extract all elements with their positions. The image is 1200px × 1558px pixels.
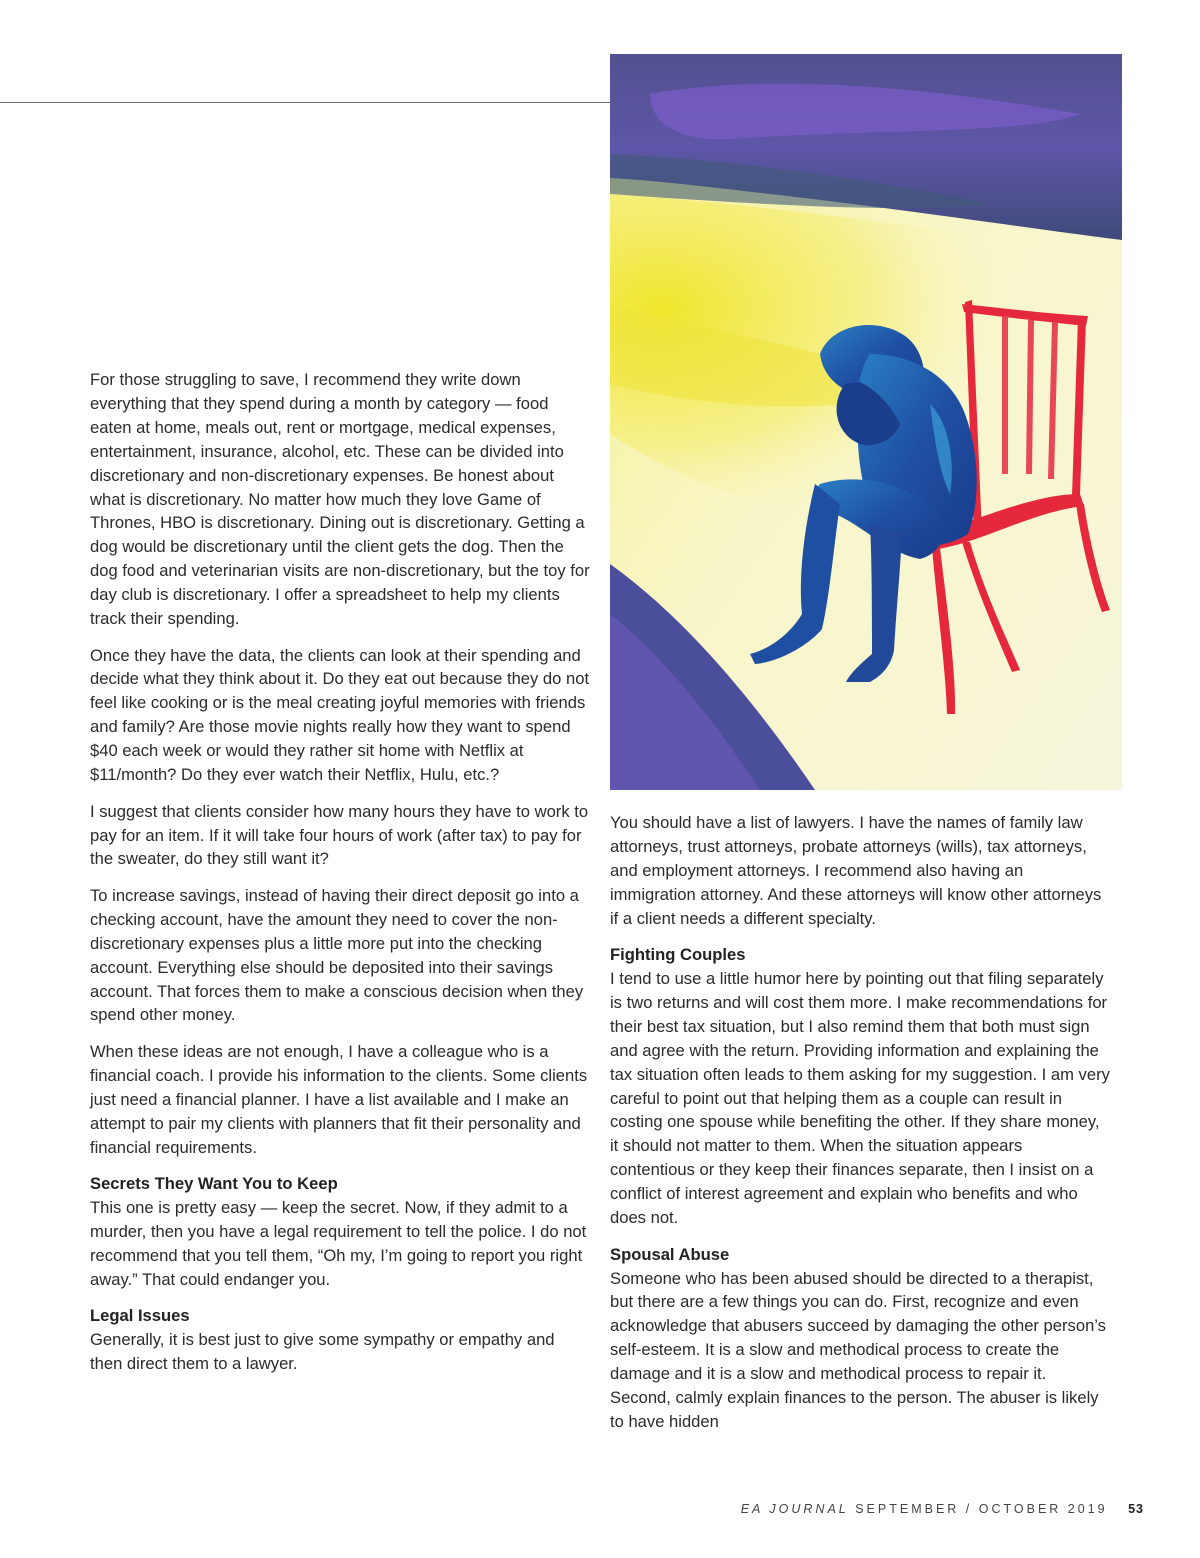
paragraph-spousal-abuse: Someone who has been abused should be directed to a therapist, but there are a few things you can do. First, recognize and even acknowledge that abusers succeed by damaging the other person’s self-esteem. It is a slow and methodical process to create the damage and it is a slow and methodical process to repair it. Second, calmly explain finances to the person. The abuser is likely to have hidden xyxy=(610,1268,1106,1431)
paragraph-fighting-couples: I tend to use a little humor here by pointing out that filing separately is two returns and will cost them more. I make recommendations for their best tax situation, but I also remind them that both must sign and agree with the return. Providing information and explaining the tax situation often leads to them asking for my suggestion. I am very careful to point out that helping them as a couple can result in costing one spouse while benefiting the other. If they share money, it should not matter to them. When the situation appears contentious or they keep their finances separate, then I insist on a conflict of interest agreement and explain who benefits and who does not. xyxy=(610,969,1110,1228)
paragraph-hours-of-work: I suggest that clients consider how many hours they have to work to pay for an item. If it will take four hours of work (after tax) to pay for the sweater, do they still want it? xyxy=(90,801,589,869)
heading-secrets: Secrets They Want You to Keep xyxy=(90,1174,338,1194)
paragraph-saving-tracking: For those struggling to save, I recommend they write down everything that they spend during a month by category — food eaten at home, meals out, rent or mortgage, medical expenses, entertainment, insurance, alcohol, etc. These can be divided into discretionary and non-discretionary expenses. Be honest about what is discretionary. No matter how much they love Game of Thrones, HBO is discretionary. Dining out is discretionary. Getting a dog would be discretionary until the client gets the dog. Then the dog food and veterinarian visits are non-discretionary, but the toy for day club is discretionary. I offer a spreadsheet to help my clients track their spending. xyxy=(90,370,590,629)
magazine-name: EA JOURNAL xyxy=(740,1502,849,1516)
page-number: 53 xyxy=(1128,1502,1144,1516)
paragraph-direct-deposit: To increase savings, instead of having their direct deposit go into a checking account, have the amount they need to cover the non-discretionary expenses plus a little more put into the checking account. Everything else should be deposited into their savings account. That forces them to make a conscious decision when they spend other money. xyxy=(90,885,584,1025)
header-rule xyxy=(0,102,610,103)
paragraph-spending-review: Once they have the data, the clients can look at their spending and decide what they think about it. Do they eat out because they do not feel like cooking or is the meal creating joyful memories with friends and family? Are those movie nights really how they want to spend $40 each week or would they rather sit home with Netflix at $11/month? Do they ever watch their Netflix, Hulu, etc.? xyxy=(90,645,590,785)
heading-legal-issues: Legal Issues xyxy=(90,1306,190,1326)
issue-date: SEPTEMBER / OCTOBER 2019 xyxy=(855,1502,1108,1516)
paragraph-financial-coach: When these ideas are not enough, I have a colleague who is a financial coach. I provide his information to the clients. Some clients just need a financial planner. I have a list available and I make an attempt to pair my clients with planners that fit their personality and financial requirements. xyxy=(90,1041,588,1157)
page-footer xyxy=(741,1502,1144,1516)
paragraph-secrets: This one is pretty easy — keep the secret. Now, if they admit to a murder, then you have a legal requirement to tell the police. I do not recommend that you tell them, “Oh my, I’m going to report you right away.” That could endanger you. xyxy=(90,1197,587,1289)
right-column xyxy=(610,811,1110,1446)
watercolor-illustration xyxy=(610,54,1122,790)
heading-fighting-couples: Fighting Couples xyxy=(610,945,746,965)
heading-spousal-abuse: Spousal Abuse xyxy=(610,1244,730,1264)
paragraph-lawyers: You should have a list of lawyers. I have the names of family law attorneys, trust attorneys, probate attorneys (wills), tax attorneys, and employment attorneys. I recommend also having an immigration attorney. And these attorneys will know other attorneys if a client needs a different specialty. xyxy=(610,813,1102,928)
left-column xyxy=(90,368,590,1389)
chair-slat-1 xyxy=(1002,316,1008,474)
paragraph-legal-issues: Generally, it is best just to give some sympathy or empathy and then direct them to a lawyer. xyxy=(90,1330,555,1373)
